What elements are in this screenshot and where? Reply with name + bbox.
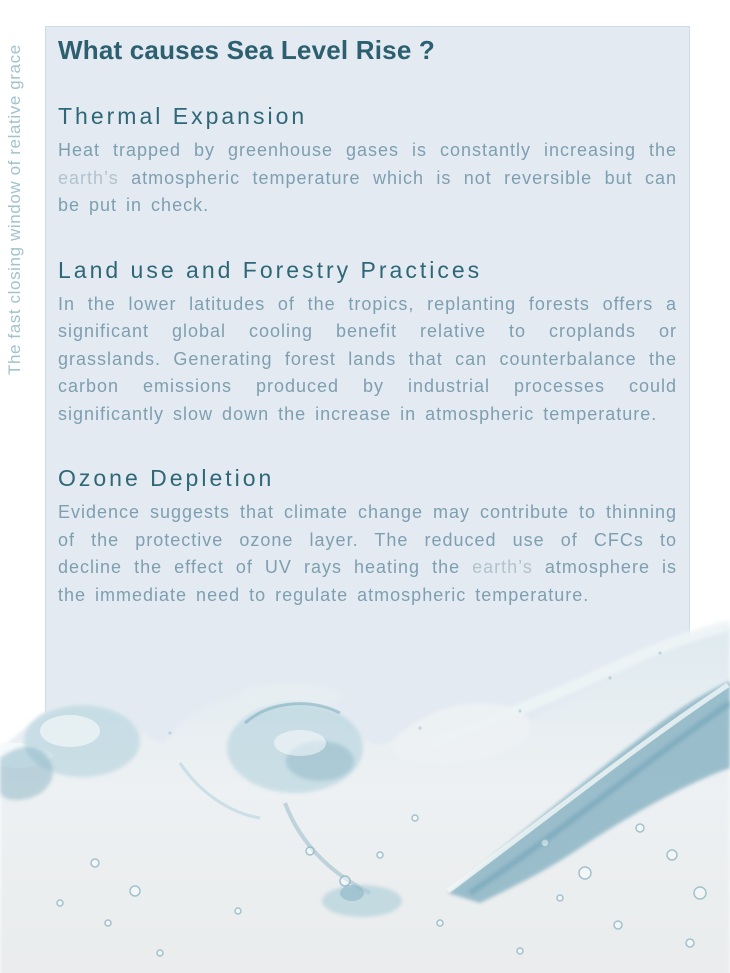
section-heading-land-use-forestry: Land use and Forestry Practices bbox=[58, 256, 483, 283]
body-text: In the lower latitudes of the tropics, replanting forests offers a significant global cooling benefit relative to croplands or grasslands. Generating forest lands that can counterbalance the carbon emissions produced by industrial processes could significantly slow down the increase in atmospheric temperature. bbox=[58, 293, 677, 424]
section-land-use-forestry bbox=[58, 257, 677, 429]
section-heading-thermal-expansion: Thermal Expansion bbox=[58, 103, 308, 129]
page-title: What causes Sea Level Rise ? bbox=[58, 35, 435, 65]
body-highlight: earth’s bbox=[58, 167, 119, 188]
body-text: Evidence suggests that climate change may contribute to thinning of the protective ozone layer. The reduced use of CFCs to decline the effect of UV rays heating the bbox=[58, 502, 677, 577]
section-heading-ozone-depletion: Ozone Depletion bbox=[58, 465, 275, 491]
wave-bottom-blob bbox=[322, 885, 402, 917]
section-body-land-use-forestry bbox=[58, 291, 677, 429]
section-thermal-expansion bbox=[58, 103, 677, 220]
body-text: Heat trapped by greenhouse gases is constantly increasing the bbox=[58, 140, 677, 160]
body-text: atmospheric temperature which is not reversible but can be put in check. bbox=[58, 167, 677, 215]
sidebar-vertical-caption: The fast closing window of relative grace bbox=[5, 44, 24, 375]
body-highlight: earth’s bbox=[472, 557, 533, 577]
water-splash-image bbox=[0, 593, 730, 973]
section-ozone-depletion bbox=[58, 465, 677, 609]
body-text: atmosphere is the immediate need to regulate atmospheric temperature. bbox=[58, 557, 677, 605]
section-body-thermal-expansion bbox=[58, 137, 677, 220]
